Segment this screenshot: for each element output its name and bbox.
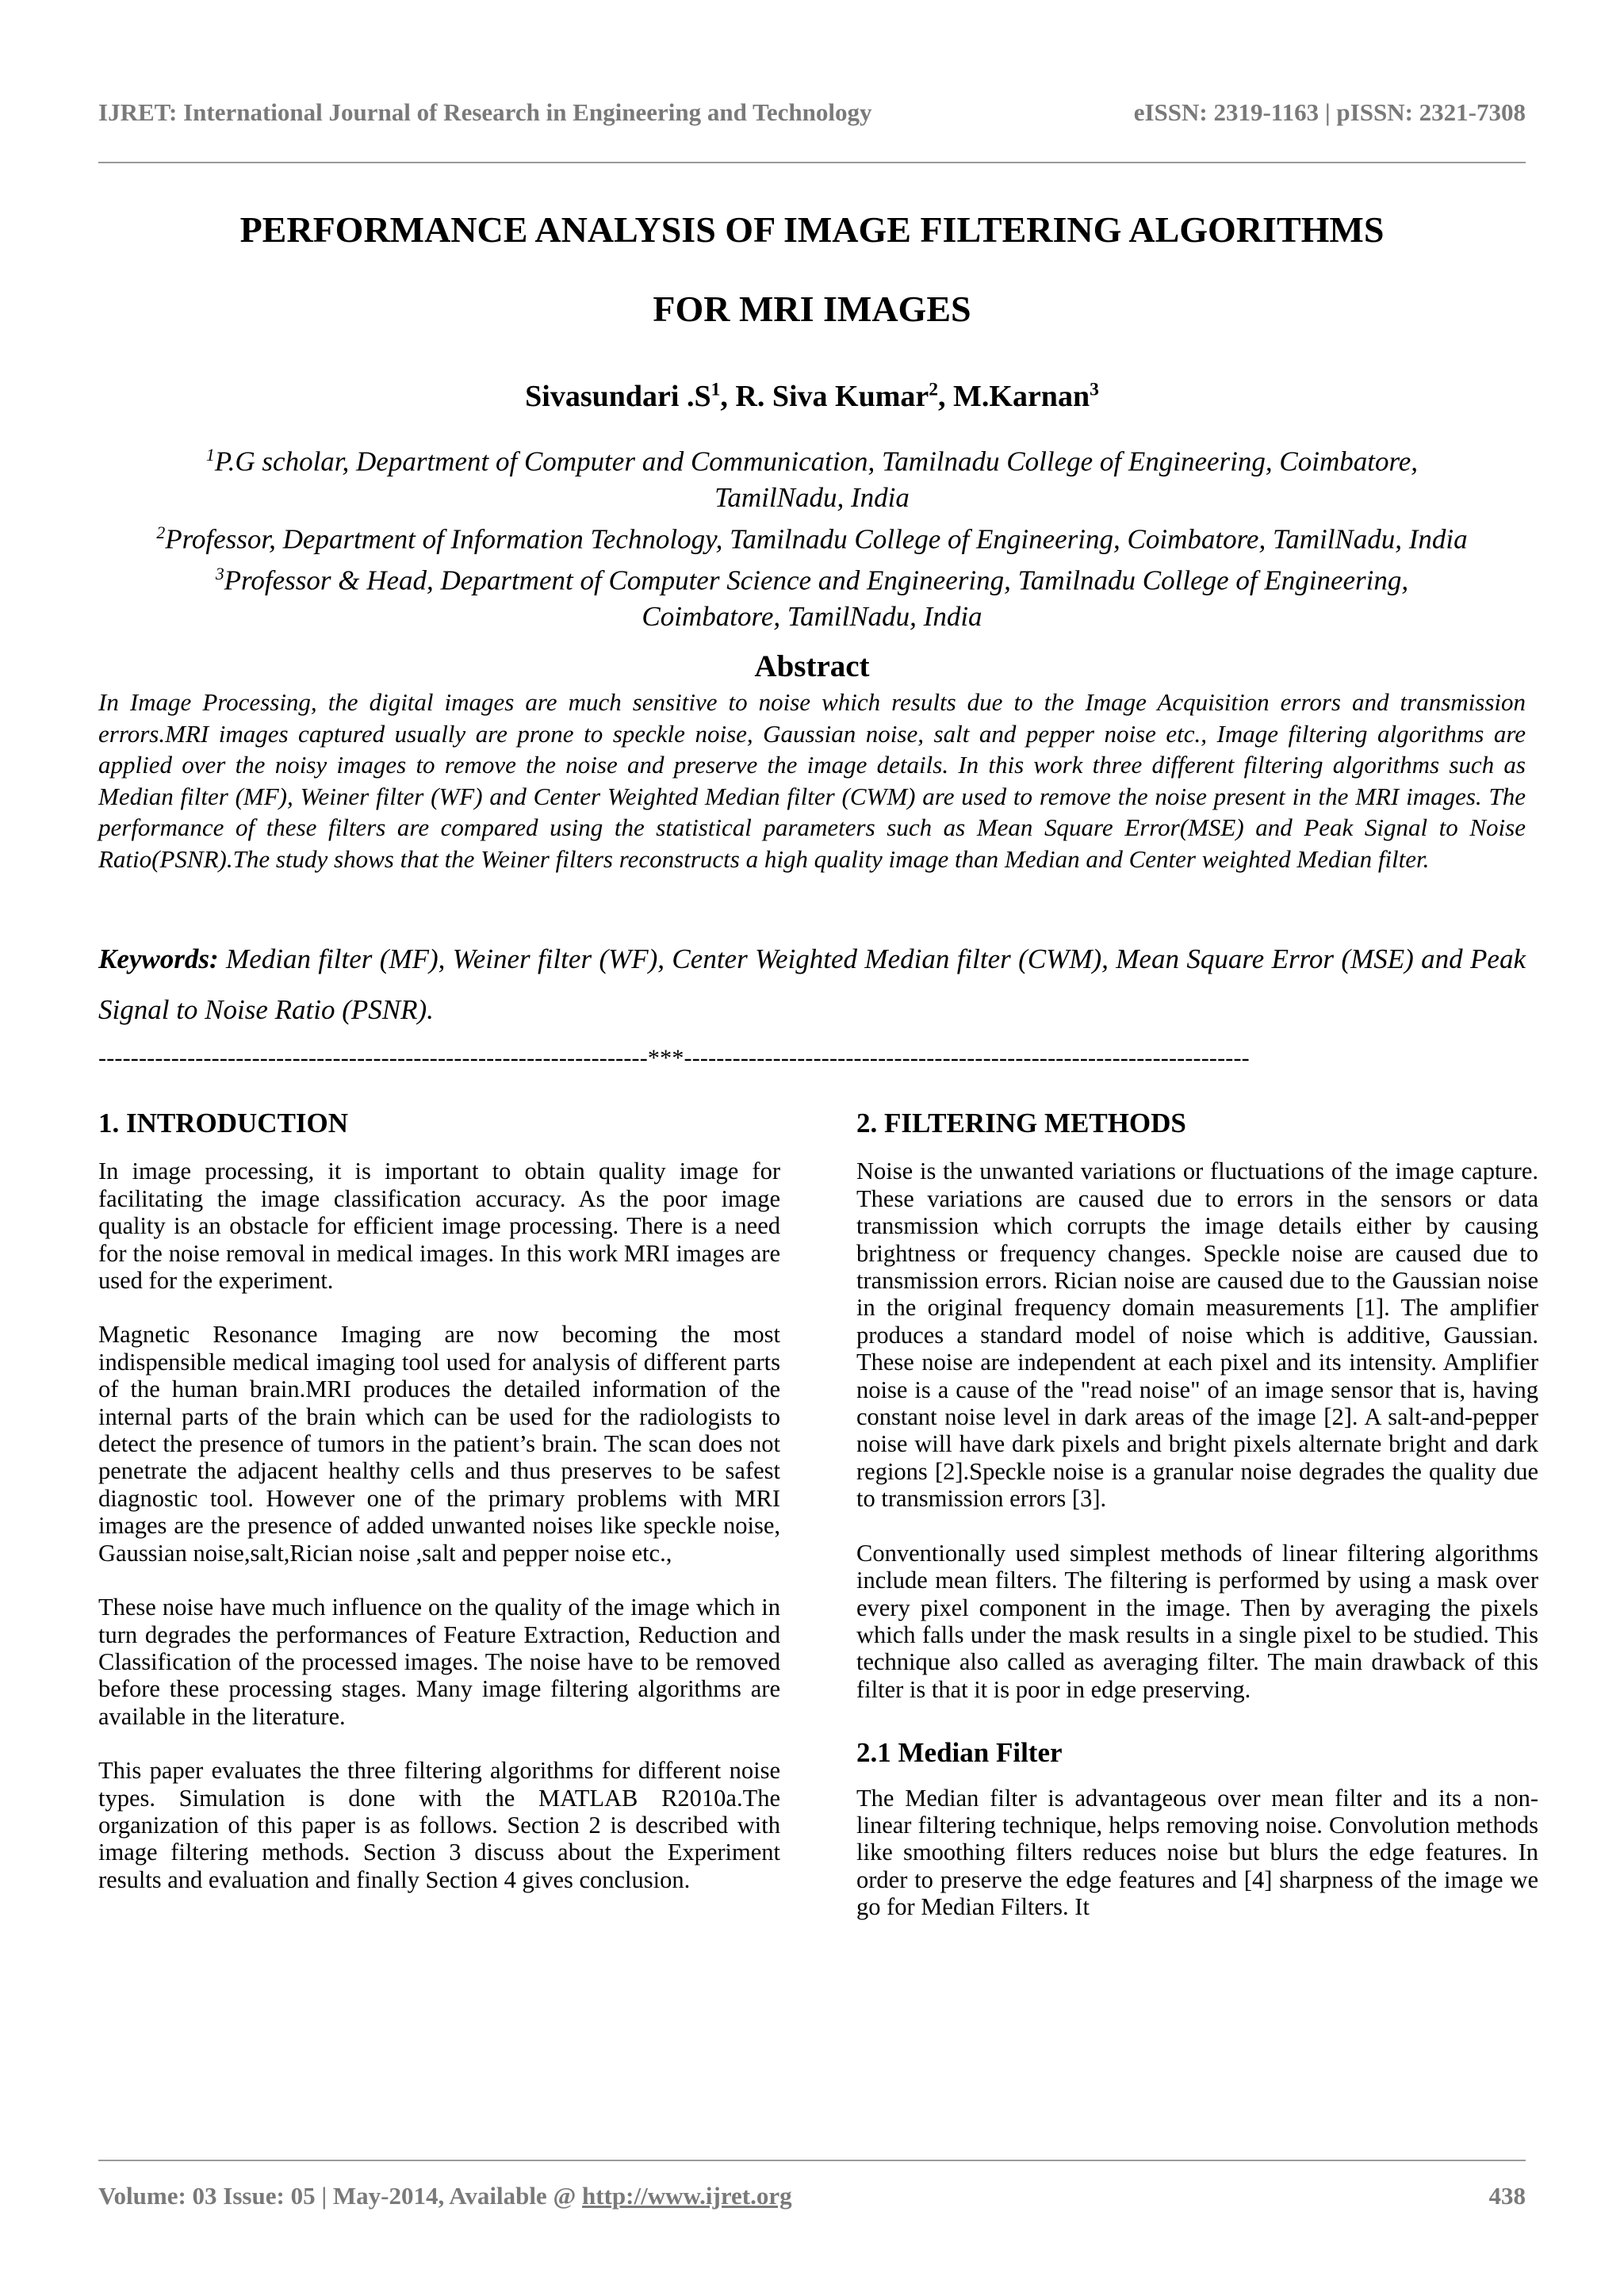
affiliation-1-line-2: TamilNadu, India: [714, 481, 910, 513]
filtering-paragraph-1: Noise is the unwanted variations or fluctuations of the image capture. These variations are caused due to errors in the sensors or data transmission which corrupts the image details either by causing brightness or frequency changes. Speckle noise are caused due to transmission errors. Rician noise are caused due to the Gaussian noise in the original frequency domain measurements [1]. The amplifier produces a standard model of noise which is additive, Gaussian. These noise are independent at each pixel and its intensity. Amplifier noise is a cause of the "read noise" of an image sensor that is, having constant noise level in dark areas of the image [2]. A salt-and-pepper noise will have dark pixels and bright pixels alternate bright and dark regions [2].Speckle noise is a granular noise degrades the quality due to transmission errors [3].: [856, 1158, 1538, 1513]
author-1-sup: 1: [710, 379, 721, 400]
journal-header: IJRET: International Journal of Research in Engineering and Technology: [98, 98, 872, 126]
affiliations: [98, 438, 1526, 634]
header-rule: [98, 162, 1526, 163]
title-line-1: PERFORMANCE ANALYSIS OF IMAGE FILTERING ALGORITHMS: [239, 209, 1385, 250]
median-filter-paragraph: The Median filter is advantageous over mean filter and its a non-linear filtering technique, helps removing noise. Convolution methods like smoothing filters reduces noise but blurs the edge features. In order to preserve the edge features and [4] sharpness of the image we go for Median Filters. It: [856, 1784, 1538, 1921]
keywords: [98, 934, 1526, 1035]
intro-paragraph-4: This paper evaluates the three filtering algorithms for different noise types. Simulation is done with the MATLAB R2010a.The organization of this paper is as follows. Section 2 is described with image filtering methods. Section 3 discuss about the Experiment results and evaluation and finally Section 4 gives conclusion.: [98, 1757, 780, 1893]
issn-header: eISSN: 2319-1163 | pISSN: 2321-7308: [1133, 98, 1526, 126]
footer-volume-text: Volume: 03 Issue: 05 | May-2014, Available @: [98, 2182, 583, 2210]
intro-paragraph-3: These noise have much influence on the quality of the image which in turn degrades the performances of Feature Extraction, Reduction and Classification of the processed images. The noise have to be removed before these processing stages. Many image filtering algorithms are available in the literature.: [98, 1594, 780, 1730]
author-list: [98, 379, 1526, 414]
footer-rule: [98, 2160, 1526, 2161]
introduction-heading: 1. INTRODUCTION: [98, 1108, 349, 1138]
affiliation-2-line-1: [98, 515, 1526, 557]
author-3-sup: 3: [1090, 379, 1099, 400]
intro-paragraph-2: Magnetic Resonance Imaging are now becoming the most indispensible medical imaging tool used for analysis of different parts of the human brain.MRI produces the detailed information of the internal parts of the brain which can be used for the radiologists to detect the presence of tumors in the patient’s brain. The scan does not penetrate the adjacent healthy cells and thus preserves to be safest diagnostic tool. However one of the primary problems with MRI images are the presence of added unwanted noises like speckle noise, Gaussian noise,salt,Rician noise ,salt and pepper noise etc.,: [98, 1321, 780, 1567]
section-separator: --------------------------------------------------------------------***----------------------------------------------------------------------: [98, 1045, 1250, 1071]
footer-link[interactable]: http://www.ijret.org: [582, 2182, 792, 2210]
author-1: Sivasundari .S: [525, 380, 711, 413]
affiliation-1-text: P.G scholar, Department of Computer and Communication, Tamilnadu College of Engineering, Coimbatore,: [214, 446, 1419, 477]
author-2: , R. Siva Kumar: [720, 380, 929, 413]
right-column: [856, 1110, 1538, 1948]
abstract-text: In Image Processing, the digital images are much sensitive to noise which results due to the Image Acquisition errors and transmission errors.MRI images captured usually are prone to speckle noise, Gaussian noise, salt and pepper noise etc., Image filtering algorithms are applied over the noisy images to remove the noise and preserve the image details. In this work three different filtering algorithms such as Median filter (MF), Weiner filter (WF) and Center Weighted Median filter (CWM) are used to remove the noise present in the MRI images. The performance of these filters are compared using the statistical parameters such as Mean Square Error(MSE) and Peak Signal to Noise Ratio(PSNR).The study shows that the Weiner filters reconstructs a high quality image than Median and Center weighted Median filter.: [98, 688, 1526, 873]
filtering-methods-heading: 2. FILTERING METHODS: [856, 1108, 1186, 1138]
affiliation-3-text: Professor & Head, Department of Computer Science and Engineering, Tamilnadu College of Engineering,: [224, 564, 1409, 596]
affiliation-3-sup: 3: [215, 564, 224, 584]
title-line-2: FOR MRI IMAGES: [653, 289, 971, 329]
affiliation-1-sup: 1: [205, 446, 215, 465]
affiliation-1-line-1: [98, 438, 1526, 480]
filtering-paragraph-2: Conventionally used simplest methods of linear filtering algorithms include mean filters. The filtering is performed by using a mask over every pixel component in the image. Then by averaging the pixels which falls under the mask results in a single pixel to be studied. This technique also called as averaging filter. The main drawback of this filter is that it is poor in edge preserving.: [856, 1539, 1538, 1703]
author-3: , M.Karnan: [938, 380, 1090, 413]
keywords-label: Keywords:: [98, 943, 219, 974]
affiliation-3-line-1: [98, 557, 1526, 599]
left-column: [98, 1110, 780, 1920]
page-number: 438: [1488, 2182, 1526, 2210]
keywords-text: Median filter (MF), Weiner filter (WF), Center Weighted Median filter (CWM), Mean Square Error (MSE) and Peak Signal to Noise Ratio (PSNR).: [98, 943, 1526, 1025]
paper-title: [98, 190, 1526, 349]
footer-volume: [98, 2182, 792, 2210]
affiliation-2-text: Professor, Department of Information Technology, Tamilnadu College of Engineering, Coimbatore, TamilNadu, India: [165, 523, 1468, 555]
median-filter-heading: 2.1 Median Filter: [856, 1737, 1063, 1769]
author-2-sup: 2: [929, 379, 939, 400]
affiliation-3-line-2: Coimbatore, TamilNadu, India: [642, 600, 982, 632]
intro-paragraph-1: In image processing, it is important to obtain quality image for facilitating the image classification accuracy. As the poor image quality is an obstacle for efficient image processing. There is a need for the noise removal in medical images. In this work MRI images are used for the experiment.: [98, 1158, 780, 1295]
abstract-heading: Abstract: [754, 649, 870, 683]
affiliation-2-sup: 2: [156, 522, 166, 542]
